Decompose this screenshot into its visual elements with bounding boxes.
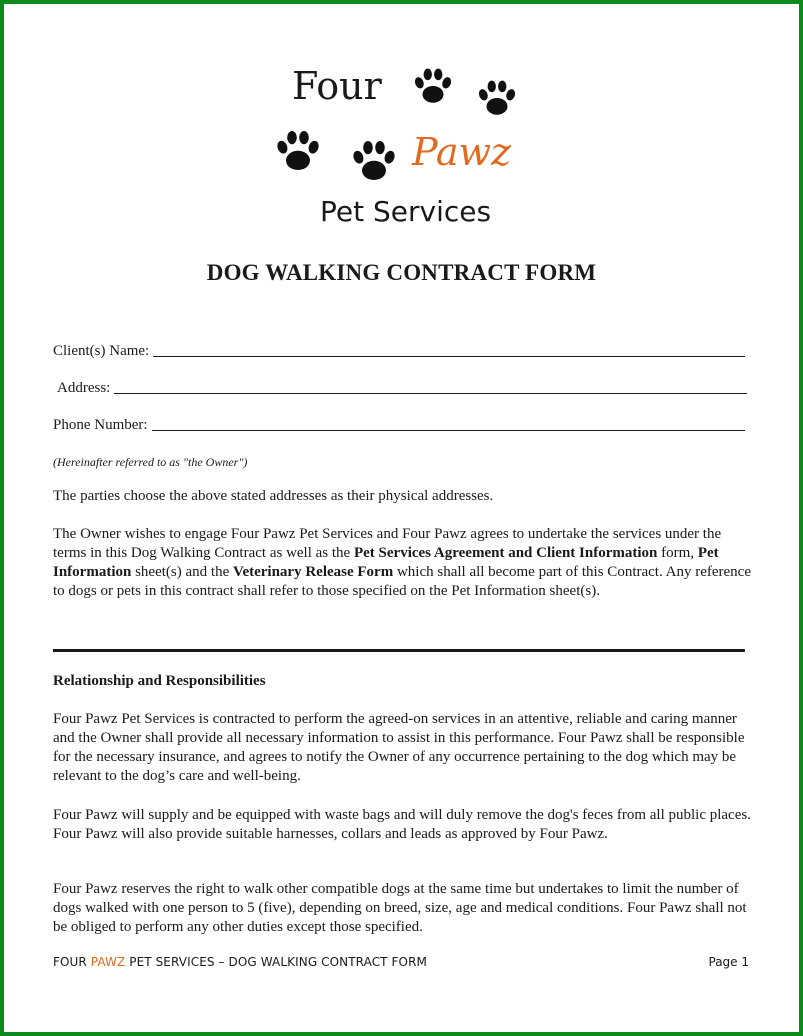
address-field[interactable] (57, 380, 747, 397)
company-logo (264, 62, 554, 237)
footer-page-number: Page 1 (708, 955, 749, 969)
footer-text-accent: PAWZ (90, 955, 126, 969)
intro-p2-text-c: form, (657, 545, 698, 561)
address-label: Address: (57, 380, 111, 396)
intro-paragraph-1: The parties choose the above stated addresses as their physical addresses. (53, 488, 494, 504)
phone-number-input-line[interactable] (152, 418, 745, 431)
footer-text-2: PET SERVICES – DOG WALKING CONTRACT FORM (125, 955, 427, 969)
intro-p2-text-a: The Owner wishes to engage Four Pawz Pet Services and Four Pawz agrees to undertake the services under the terms in this Dog Walking Contract as well as the (53, 526, 722, 561)
paw-print-icon (412, 66, 454, 108)
intro-p2-text-d: sheet(s) and the (131, 564, 233, 580)
phone-number-label: Phone Number: (53, 417, 148, 433)
paw-print-icon (476, 78, 518, 120)
footer-document-title (53, 955, 427, 969)
owner-note: (Hereinafter referred to as "the Owner") (53, 455, 248, 469)
section-paragraph-3: Four Pawz reserves the right to walk other compatible dogs at the same time but undertakes to limit the number of dogs walked with one person to 5 (five), depending on breed, size, age and medical conditions. Four Pawz shall not be obliged to perform any other duties except those specified. (53, 881, 747, 935)
logo-word-pawz: Pawz (412, 130, 512, 174)
footer-text-1: FOUR (53, 955, 91, 969)
client-name-input-line[interactable] (153, 344, 745, 357)
phone-number-field[interactable] (53, 417, 745, 434)
pet-information-ref: Pet Information (53, 545, 719, 580)
paw-print-icon (350, 138, 398, 186)
section-paragraph-1: Four Pawz Pet Services is contracted to perform the agreed-on services in an attentive, reliable and caring manner and the Owner shall provide all necessary information to assist in this performance. Four Pawz shall be responsible for the necessary insurance, and agrees to notify the Owner of any occurrence pertaining to the dog which may be relevant to the dog’s care and well-being. (53, 711, 745, 784)
pet-services-agreement-ref: Pet Services Agreement and Client Information (353, 545, 658, 561)
paw-print-icon (274, 128, 322, 176)
intro-p2-text-e: which shall all become part of this Contract. Any reference to dogs or pets in this contract shall refer to those specified on the Pet Information sheet(s). (53, 564, 751, 599)
form-title: DOG WALKING CONTRACT FORM (206, 260, 597, 285)
section-divider (53, 649, 745, 652)
section-paragraph-2: Four Pawz will supply and be equipped with waste bags and will duly remove the dog's feces from all public places. Four Pawz will also provide suitable harnesses, collars and leads as approved by Four Pawz. (53, 807, 751, 842)
client-name-label: Client(s) Name: (53, 343, 150, 359)
section-heading: Relationship and Responsibilities (53, 673, 266, 689)
intro-paragraph-2 (53, 525, 753, 601)
veterinary-release-form-ref: Veterinary Release Form (232, 564, 394, 580)
client-name-field[interactable] (53, 343, 745, 360)
logo-subtitle: Pet Services (320, 195, 492, 228)
address-input-line[interactable] (114, 381, 747, 394)
logo-word-four: Four (292, 64, 382, 108)
